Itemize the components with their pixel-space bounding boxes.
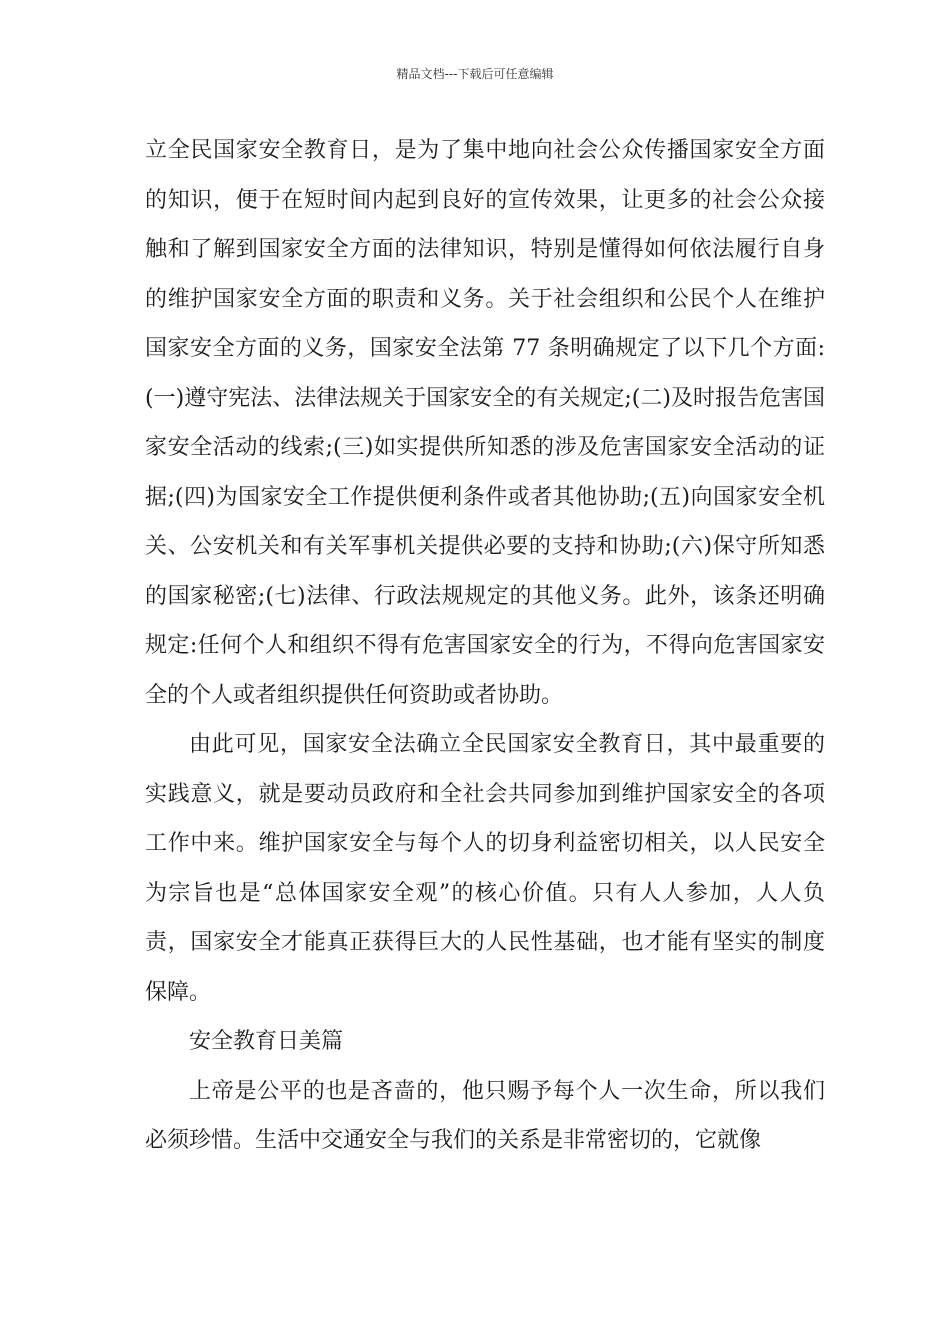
document-body (145, 126, 825, 1166)
paragraph-2: 由此可见，国家安全法确立全民国家安全教育日，其中最重要的实践意义，就是要动员政府和全社会共同参加到维护国家安全的各项工作中来。维护国家安全与每个人的切身利益密切相关，以人民安全为宗旨也是“总体国家安全观”的核心价值。只有人人参加，人人负责，国家安全才能真正获得巨大的人民性基础，也才能有坚实的制度保障。 (145, 732, 825, 1005)
page-header: 精品文档---下载后可任意编辑 (396, 67, 554, 81)
paragraph-1: 立全民国家安全教育日，是为了集中地向社会公众传播国家安全方面的知识，便于在短时间内起到良好的宣传效果，让更多的社会公众接触和了解到国家安全方面的法律知识，特别是懂得如何依法履行自身的维护国家安全方面的职责和义务。关于社会组织和公民个人在维护国家安全方面的义务，国家安全法第 77 条明确规定了以下几个方面:(一)遵守宪法、法律法规关于国家安全的有关规定;(二)及时报告危害国家安全活动的线索;(三)如实提供所知悉的涉及危害国家安全活动的证据;(四)为国家安全工作提供便利条件或者其他协助;(五)向国家安全机关、公安机关和有关军事机关提供必要的支持和协助;(六)保守所知悉的国家秘密;(七)法律、行政法规规定的其他义务。此外，该条还明确规定:任何个人和组织不得有危害国家安全的行为，不得向危害国家安全的个人或者组织提供任何资助或者协助。 (145, 138, 825, 708)
paragraph-3: 上帝是公平的也是吝啬的，他只赐予每个人一次生命，所以我们必须珍惜。生活中交通安全与我们的关系是非常密切的，它就像 (145, 1078, 825, 1153)
section-heading: 安全教育日美篇 (189, 1029, 344, 1054)
